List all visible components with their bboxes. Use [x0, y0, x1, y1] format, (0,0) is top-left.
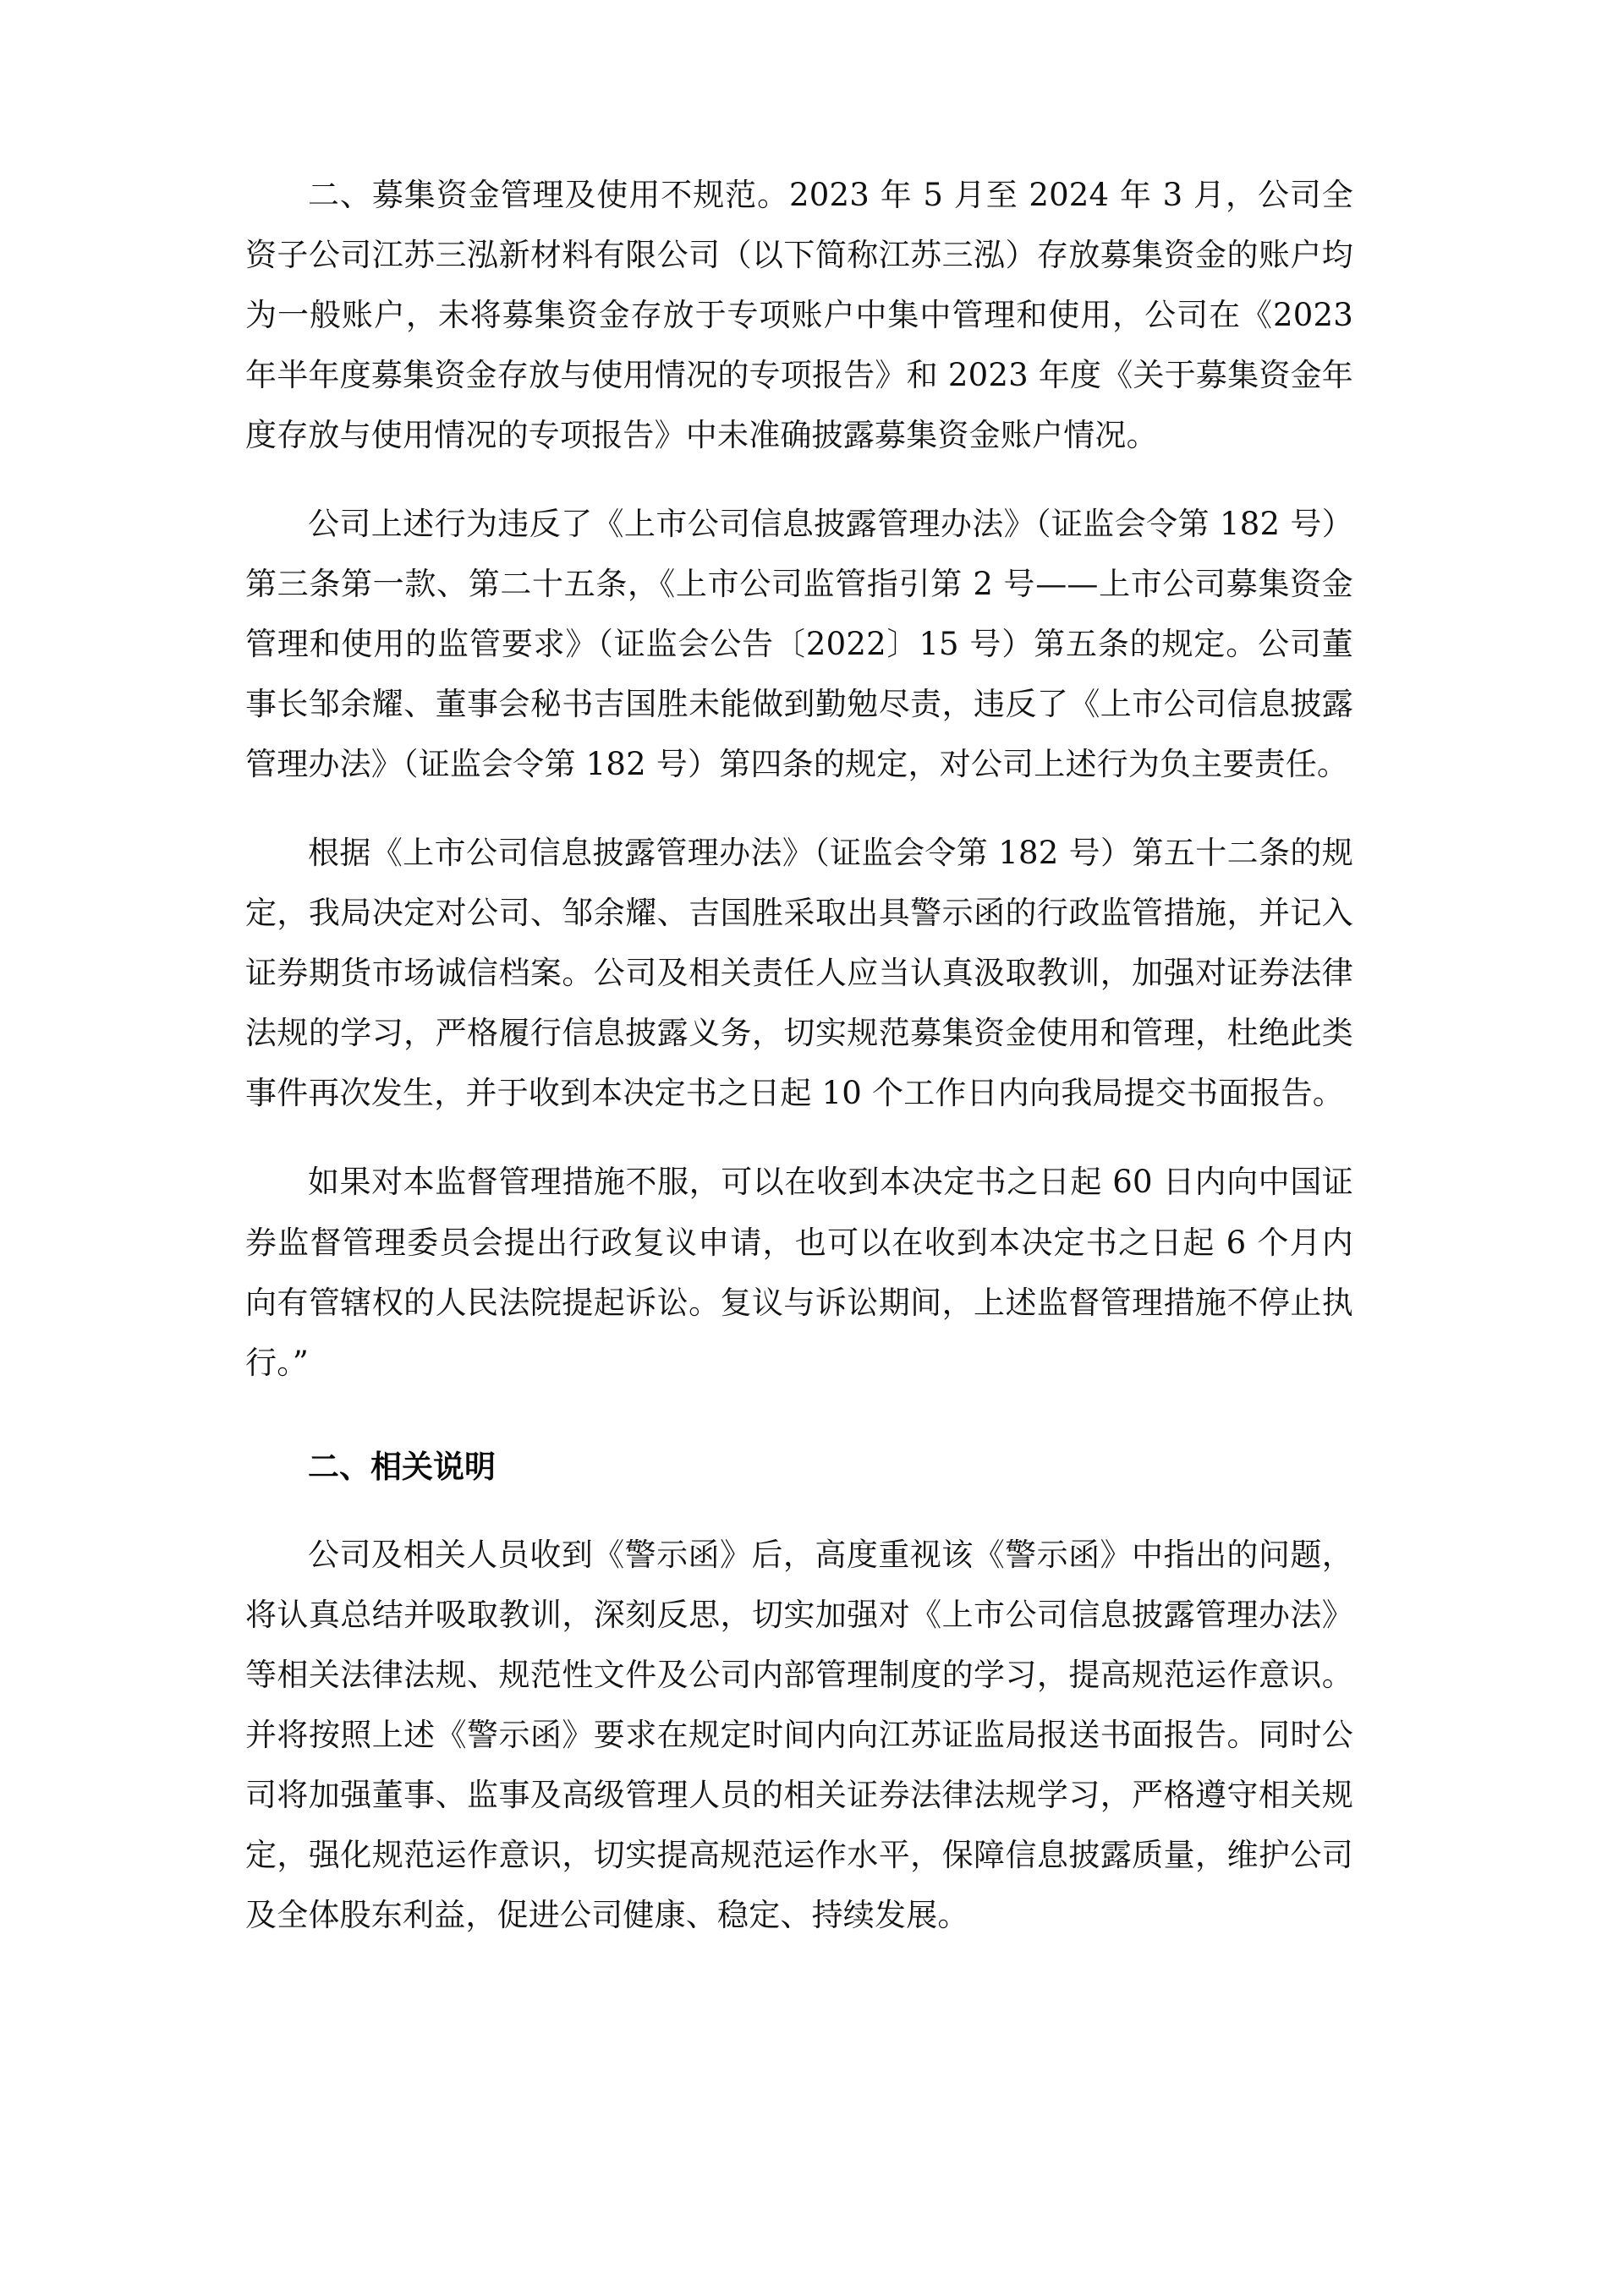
paragraph-company-response: 公司及相关人员收到《警示函》后，高度重视该《警示函》中指出的问题，将认真总结并吸取教训，深刻反思，切实加强对《上市公司信息披露管理办法》等相关法律法规、规范性文件及公司内部管理制度的学习，提高规范运作意识。并将按照上述《警示函》要求在规定时间内向江苏证监局报送书面报告。同时公司将加强董事、监事及高级管理人员的相关证券法律法规学习，严格遵守相关规定，强化规范运作意识，切实提高规范运作水平，保障信息披露质量，维护公司及全体股东利益，促进公司健康、稳定、持续发展。 — [245, 1536, 1353, 1934]
document-body — [245, 165, 1353, 1945]
paragraph-appeal-rights: 如果对本监督管理措施不服，可以在收到本决定书之日起 60 日内向中国证券监督管理委员会提出行政复议申请，也可以在收到本决定书之日起 6 个月内向有管辖权的人民法院提起诉讼。复议与诉讼期间，上述监督管理措施不停止执行。” — [245, 1164, 1353, 1381]
paragraph-warning-letter-decision: 根据《上市公司信息披露管理办法》（证监会令第 182 号）第五十二条的规定，我局决定对公司、邹余耀、吉国胜采取出具警示函的行政监管措施，并记入证券期货市场诚信档案。公司及相关责任人应当认真汲取教训，加强对证券法律法规的学习，严格履行信息披露义务，切实规范募集资金使用和管理，杜绝此类事件再次发生，并于收到本决定书之日起 10 个工作日内向我局提交书面报告。 — [245, 835, 1353, 1112]
paragraph-fundraising-violation: 二、募集资金管理及使用不规范。2023 年 5 月至 2024 年 3 月，公司全资子公司江苏三泓新材料有限公司（以下简称江苏三泓）存放募集资金的账户均为一般账户，未将募集资金存放于专项账户中集中管理和使用，公司在《2023 年半年度募集资金存放与使用情况的专项报告》和 2023 年度《关于募集资金年度存放与使用情况的专项报告》中未准确披露募集资金账户情况。 — [245, 177, 1353, 454]
paragraph-regulation-breach: 公司上述行为违反了《上市公司信息披露管理办法》（证监会令第 182 号）第三条第一款、第二十五条，《上市公司监管指引第 2 号——上市公司募集资金管理和使用的监管要求》（证监会公告〔2022〕15 号）第五条的规定。公司董事长邹余耀、董事会秘书吉国胜未能做到勤勉尽责，违反了《上市公司信息披露管理办法》（证监会令第 182 号）第四条的规定，对公司上述行为负主要责任。 — [245, 506, 1353, 783]
section-heading-related-notes: 二、相关说明 — [308, 1447, 496, 1485]
